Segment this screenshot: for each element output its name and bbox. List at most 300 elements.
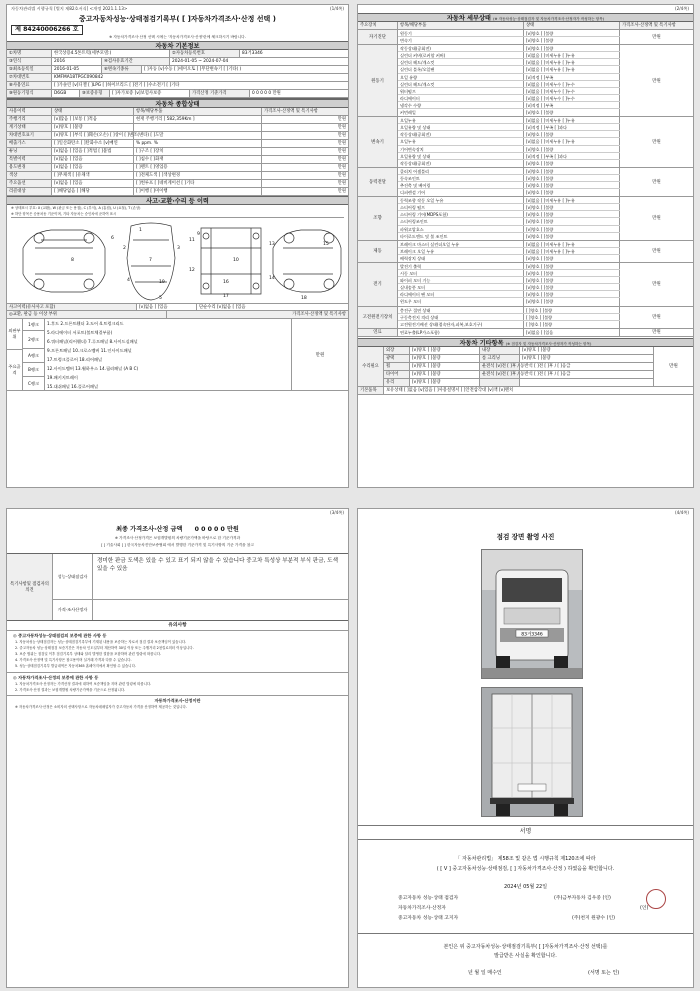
diagram-number-label: 10 [233, 258, 239, 264]
label-vin: ⑦차대번호 [7, 74, 52, 81]
detail-status: [v]양호 [ ]불량 [524, 37, 620, 44]
notice-line: 1. 자동차가격조사·산정자는 가격산정 결과에 대하여 보증책임을 지며 관련 법령에 따릅니다. [15, 681, 152, 686]
detail-row [398, 241, 620, 248]
detail-row [398, 160, 620, 167]
detail-group-rows [398, 263, 620, 306]
parts-price: 만원 [315, 352, 325, 358]
diagram-number-label: 5 [159, 296, 162, 302]
rank-a: A랭크 [23, 349, 44, 363]
sign-title: 서명 [519, 828, 532, 835]
notifier-name: (주)천지 원광수 (인) [572, 916, 615, 921]
detail-row [398, 95, 620, 102]
summary-cell [134, 132, 262, 139]
detail-status: [v]없음 [ ]미세누유 [ ]누유 [524, 52, 620, 58]
truck-front-photo [481, 549, 583, 679]
col-history: 사용이력 [7, 108, 52, 115]
summary-cell: 만원 [337, 173, 346, 179]
repair-needed-label: 수리필요 [358, 347, 384, 387]
detail-part: 스티어링 펌프 [398, 204, 524, 210]
final-price-note-2: [ ] 기술사회 [ ] 한국자동차진단보증협회 에서 발행한 기준가격 및 특기사항의 기준 가격을 참고 [101, 543, 254, 548]
model-year: 2016 [52, 58, 102, 65]
detail-price: 만원 [652, 282, 661, 288]
etc-note: (※ 점검자 및 자동차가격조사·산정자가 작성하는 항목) [505, 341, 592, 346]
detail-part: 연료누출(LP가스포함) [398, 329, 524, 336]
summary-cell: 만원 [337, 133, 346, 139]
detail-part: 타이로드엔드 및 볼 조인트 [398, 233, 524, 240]
notice-line: ※ 자동차가격조사·산정은 소비자의 선택사항으로 자동차매매업자가 중고자동차 가격을 산정하여 제공하는 것입니다. [15, 704, 187, 709]
notice-1-list [7, 640, 348, 669]
detail-status: [v]없음 [ ]미세누유 [ ]누유 [524, 248, 620, 254]
detail-status: [ ]양호 [ ]불량 [524, 307, 620, 313]
form-title: 중고자동차성능·상태점검기록부( [ ]자동차가격조사·산정 선택 ) [79, 15, 276, 23]
summary-cell: [ ]일산화탄소 [ ]탄화수소 [v]매연 [52, 140, 134, 147]
accident-question: 사고이력(유사사고 포함) [7, 304, 137, 310]
notice-2-list [7, 682, 348, 693]
summary-cell: 만원 [337, 181, 346, 187]
detail-part: 오일 유량 [398, 74, 524, 80]
detail-row [398, 59, 620, 66]
car-diagram [11, 217, 344, 303]
simple-repair: 단순수리 [v]없음 [ ]있음 [199, 305, 246, 311]
rank-c: C랭크 [27, 381, 39, 387]
summary-cell: 주행거리 [7, 116, 52, 123]
detail-status: [v]양호 [ ]불량 [524, 182, 620, 188]
basic-items-value: 보유상태 [ ]없음 [v]있음 [ ]사용설명서 [ ]안전삼각대 [v]잭 [v]렌치 [386, 387, 514, 393]
label-engine: ⑨원동기형식 [7, 90, 52, 97]
detail-row [398, 329, 620, 336]
detail-part: 디퍼렌셜 기어 [398, 189, 524, 196]
detail-part: 와이퍼 모터 기능 [398, 277, 524, 283]
detail-price: 만원 [652, 315, 661, 321]
summary-cell: [v]양호 [ ]부식 [ ]훼손(오손) [ ]상이 [ ]변조(변타) [ ]도말 [54, 133, 164, 139]
detail-group-rows [398, 307, 620, 328]
summary-cell: 만원 [337, 189, 346, 195]
receipt-date: 년 월 일 매수인 [468, 970, 502, 976]
notice-2-title: ◎ 자동차가격조사·산정의 보증에 관한 사항 등 [7, 672, 348, 682]
group-main-frame: 주요골격 [8, 364, 21, 376]
detail-status: [v]적정 [ ]부족 [ ]과다 [524, 124, 620, 130]
detail-part: 작동상태(공회전) [398, 45, 524, 51]
car-outline-svg [11, 218, 346, 304]
summary-cell: 색상 [7, 172, 52, 179]
detail-price: 만원 [652, 249, 661, 255]
detail-part: 윈도우 모터 [398, 298, 524, 305]
truck-rear-photo [481, 687, 583, 817]
diagram-number-label: 16 [223, 280, 229, 286]
detail-row [398, 109, 620, 116]
seal-stamp-icon [646, 889, 666, 909]
part-item: 6.쿼터패널(리어휀더) 7.루프패널 8.사이드실패널 [47, 339, 138, 345]
detail-group-label: 전기 [358, 263, 398, 306]
detail-row [398, 218, 620, 225]
detail-part: 실린더 헤드/개스킷 [398, 81, 524, 87]
detail-row [398, 30, 620, 37]
detail-group-rows [398, 168, 620, 196]
detail-group-label: 자기진단 [358, 30, 398, 44]
detail-group-label: 제동 [358, 241, 398, 262]
detail-status: [v]양호 [ ]불량 [524, 270, 620, 276]
etc-row [384, 379, 653, 387]
detail-status: [v]적정 [ ]부족 [524, 102, 620, 108]
truck-rear-image [482, 688, 582, 816]
summary-cell: 차대번호표기 [7, 132, 52, 139]
detail-row [398, 291, 620, 298]
summary-cell: 튜닝 [7, 148, 52, 155]
etc-cell: [v]양호 [ ]불량 [410, 379, 480, 386]
parts-list [45, 319, 292, 390]
detail-status: [v]양호 [ ]불량 [524, 160, 620, 167]
diagram-number-label: 15 [323, 242, 329, 248]
valuer-label: 가격·조사산정자 [53, 600, 93, 620]
etc-cell: 내장 [480, 347, 520, 354]
detail-row [398, 66, 620, 73]
first-reg-date: 2016-01-05 [52, 66, 102, 73]
summary-table [7, 116, 348, 196]
transmission-type: [ ]자동 [v]수동 [ ]세미오토 [ ]무단변속기 [ ]기타( ) [144, 67, 242, 73]
label-first-reg: ⑤최초등록일 [7, 66, 52, 73]
inspector-name: (주)금부자동차 김우중 (인) [554, 896, 611, 901]
detail-group [358, 117, 693, 168]
detail-part: 커먼레일 [398, 109, 524, 116]
summary-cell: 특별이력 [7, 156, 52, 163]
etc-row [384, 347, 653, 355]
detail-price: 만원 [652, 179, 661, 185]
notice-line: 3. 보증 범위는 점검일 이후 점검기록부 상태와 달리 발생한 결함을 포함하며 관련 법령에 따릅니다. [15, 652, 162, 657]
notice-line: 4. 가격조사·산정액 및 특기사항은 참고용이며 실거래 가격과 다를 수 있습니다. [15, 658, 132, 663]
inspector-label: 성능·상태점검자 [53, 554, 93, 599]
page-4 [357, 508, 694, 988]
diagram-number-label: 1 [139, 228, 142, 234]
summary-row [7, 156, 348, 164]
valuer-role: 자동차가격조사·산정자 [398, 906, 446, 911]
receipt-line-1: 본인은 위 중고자동차성능·상태점검기록부( [ ]자동차가격조사·산정 선택)를 [443, 944, 608, 950]
detail-status: [v]없음 [ ]미세누유 [ ]누유 [524, 138, 620, 144]
detail-status: [v]없음 [ ]미세누유 [ ]누유 [524, 197, 620, 203]
part-item: 12.사이드멤버 13.휠하우스 14.필러패널 (A B C) [47, 366, 139, 372]
detail-row [398, 117, 620, 124]
detail-row [398, 321, 620, 328]
summary-cell: [ ]구조 [ ]장치 [134, 148, 262, 155]
summary-cell: 계기상태 [7, 124, 52, 131]
detail-row [398, 270, 620, 277]
col-item: 항목/해당부품 [134, 108, 262, 115]
notice-line: 5. 성능·상태점검기록부 발급내역은 자동차365 홈페이지에서 확인할 수 있습니다. [15, 664, 136, 669]
summary-cell: [v]없음 [ ]있음 [ ]적법 [ ]불법 [52, 148, 134, 155]
part-item: 5.라디에이터 서포트(볼트체결부품) [47, 330, 113, 336]
etc-cell: 룸 크리닝 [480, 355, 520, 362]
detail-row [398, 255, 620, 262]
summary-row [7, 140, 348, 148]
summary-cell: 배출가스 [7, 140, 52, 147]
detail-title-note: (※ 자동차성능·상태점검자 및 자동차가격조사·산정자가 작성하는 항목) [493, 17, 605, 21]
notice-label: 유의사항 [7, 621, 348, 631]
diagram-number-label: 6 [111, 236, 114, 242]
etc-cell: 타이어 [384, 371, 410, 378]
etc-cell [520, 363, 653, 370]
detail-status: [v]적정 [ ]부족 [ ]과다 [524, 153, 620, 159]
etc-cell: [v]양호 [ ]불량 [410, 371, 480, 378]
etc-cell: [v]양호 [ ]불량 [522, 355, 551, 361]
diagram-number-label: 3 [177, 246, 180, 252]
inspector-role: 중고자동차 성능·상태 점검자 [398, 896, 459, 901]
col-device: 주요장치 [358, 22, 398, 29]
part-item: 1.후드 2.프론트휀더 3.도어 4.트렁크리드 [47, 321, 124, 327]
detail-group-rows [398, 45, 620, 116]
detail-row [398, 211, 620, 218]
summary-cell: 리콜대상 [7, 188, 52, 195]
etc-row [384, 371, 653, 379]
etc-cell: 외장 [384, 347, 410, 354]
detail-header [358, 22, 693, 30]
detail-status: [v]양호 [ ]불량 [524, 298, 620, 305]
basic-info-title: 자동차 기본정보 [7, 41, 348, 50]
diagram-number-label: 9 [197, 232, 200, 238]
detail-part: 구동축전지 격리 상태 [398, 314, 524, 320]
etc-rows [384, 347, 653, 387]
diagram-number-label: 2 [123, 246, 126, 252]
detail-row [398, 153, 620, 160]
summary-cell [134, 124, 262, 131]
detail-row [398, 146, 620, 153]
etc-title [358, 338, 693, 347]
detail-row [398, 233, 620, 240]
page-number: (4/4쪽) [674, 510, 689, 515]
detail-row [398, 138, 620, 145]
detail-group-rows [398, 117, 620, 167]
valuer-sign: (인) [640, 906, 649, 911]
rank-col [23, 319, 45, 390]
detail-part: 시동 모터 [398, 270, 524, 276]
detail-status: [v]양호 [ ]불량 [524, 131, 620, 137]
diagram-number-label: 4 [127, 278, 130, 284]
detail-group-label: 조향 [358, 197, 398, 240]
summary-cell: [ ]전체도색 [ ]색상변경 [134, 172, 262, 179]
detail-group-label: 변속기 [358, 117, 398, 167]
detail-price: 만원 [652, 35, 661, 41]
detail-row [398, 168, 620, 175]
detail-title [358, 13, 693, 22]
detail-group [358, 197, 693, 241]
detail-group-rows [398, 30, 620, 44]
diagram-number-label: 18 [301, 296, 307, 302]
detail-row [398, 197, 620, 204]
detail-price: 만원 [652, 78, 661, 84]
detail-row [398, 284, 620, 291]
frame-header [7, 311, 348, 319]
diagram-number-label: 7 [149, 258, 152, 264]
summary-cell: [ ]렌트 [ ]영업용 [134, 164, 262, 171]
detail-group [358, 329, 693, 337]
detail-price: 만원 [652, 139, 661, 145]
notice-line: 2. 가격조사·산정 결과는 보험개발원 차량기준가액을 기준으로 산정됩니다. [15, 687, 126, 692]
part-item: 9.프론트패널 10.크로스멤버 11.인사이드패널 [47, 348, 132, 354]
detail-price: 만원 [652, 216, 661, 222]
detail-row [398, 88, 620, 95]
summary-cell: [ ]무채색 [ ]유채색 [52, 172, 134, 179]
detail-status: [v]양호 [ ]불량 [524, 218, 620, 224]
detail-part: 작동상태(공회전) [398, 160, 524, 167]
detail-part: 작동상태(공회전) [398, 131, 524, 137]
label-base-price: 가격산정 기준가격 [190, 90, 250, 97]
detail-row [398, 314, 620, 321]
detail-group [358, 241, 693, 263]
accident-note-2: ※ 하단 항목은 승용차동 기준이며, 기타 자동차는 승인차에 준하여 표시 [11, 211, 117, 216]
label-warranty: ⑩보증유형 [80, 90, 110, 97]
summary-cell: 만원 [337, 149, 346, 155]
detail-part: 변속기 [398, 37, 524, 44]
summary-row [7, 132, 348, 140]
detail-row [398, 52, 620, 59]
detail-part: 고전원전기배선 상태(접속단자,피복,보호기구) [398, 321, 524, 328]
rank-2: 2랭크 [23, 331, 44, 349]
detail-status: [v]양호 [ ]불량 [524, 189, 620, 196]
detail-row [398, 226, 620, 233]
notifier-role: 중고자동차 성능·상태 고지자 [398, 916, 459, 921]
detail-row [398, 37, 620, 44]
detail-part: 브레이크 마스터 실린더오일 누유 [398, 241, 524, 247]
detail-status: [v]양호 [ ]불량 [524, 284, 620, 290]
detail-part: 냉각수 수량 [398, 102, 524, 108]
summary-cell: [v]없음 [ ]있음 [52, 156, 134, 163]
page-3 [6, 508, 349, 988]
detail-part: 실린더 커버(로커암 커버) [398, 52, 524, 58]
accident-answer: [v]없음 [ ]있음 [137, 304, 197, 310]
detail-status: [v]양호 [ ]불량 [524, 175, 620, 181]
detail-part: 파워고압호스 [398, 226, 524, 232]
detail-status: [v]양호 [ ]불량 [524, 226, 620, 232]
sign-date: 2024년 05월 22일 [503, 884, 548, 890]
part-item: 17.트렁크플로어 18.리어패널 [47, 357, 103, 363]
detail-title-text: 자동차 세부상태 [446, 15, 491, 22]
detail-group [358, 263, 693, 307]
diagram-number-label: 11 [189, 238, 195, 244]
etc-cell: 휠 [384, 363, 410, 370]
detail-part: 원동기 [398, 30, 524, 36]
detail-group-rows [398, 241, 620, 262]
detail-status: [v]양호 [ ]불량 [524, 109, 620, 116]
frame-group-col [7, 319, 23, 390]
detail-group-label: 연료 [358, 329, 398, 336]
detail-group [358, 307, 693, 329]
detail-group [358, 168, 693, 197]
detail-status: [v]양호 [ ]불량 [524, 233, 620, 240]
page-number: (3/4쪽) [329, 510, 344, 515]
diagram-number-label: 17 [223, 294, 229, 300]
summary-cell: [v]많음 [ ]보통 [ ]적음 [52, 116, 134, 123]
diagram-number-label: 19 [159, 280, 165, 286]
label-car-name: ①차명 [7, 50, 52, 57]
summary-cell: [v]없음 [ ]있음 [52, 164, 134, 171]
detail-status: [v]없음 [ ]미세누수 [ ]누수 [524, 88, 620, 94]
detail-row [398, 74, 620, 81]
notice-1-title: ◎ 중고자동차성능·상태점검의 보증에 관한 사항 등 [13, 633, 107, 639]
engine-type: D6GB [52, 90, 80, 97]
detail-part: 스티어링 기어(MDPS포함) [398, 211, 524, 217]
detail-row [398, 307, 620, 314]
detail-part: 클러치 어셈블리 [398, 168, 524, 174]
part-item: 15.대쉬패널 16.플로어패널 [47, 384, 99, 390]
col-price: 가격조사·산정액 및 특기사항 [622, 23, 676, 28]
detail-status: [ ]양호 [ ]불량 [524, 321, 620, 328]
detail-status: [v]양호 [ ]불량 [524, 255, 620, 262]
summary-row [7, 164, 348, 172]
detail-part: 오일유량 및 상태 [398, 124, 524, 130]
detail-part: 추진축 및 베어링 [398, 182, 524, 188]
detail-group [358, 45, 693, 117]
special-notes [7, 553, 348, 621]
summary-row [7, 180, 348, 188]
reg-no: 83거3346 [242, 51, 263, 57]
detail-row [398, 45, 620, 52]
page-1 [6, 4, 349, 488]
detail-group-rows [398, 329, 620, 336]
accident-title: 사고·교환·수리 등 이력 [7, 196, 348, 205]
car-name: 한국상용4.5톤트럭(세부모델:) [52, 50, 170, 57]
detail-status: [v]없음 [ ]있음 [524, 329, 620, 336]
detail-part: 워터펌프 [398, 88, 524, 94]
detail-row [398, 182, 620, 189]
final-price-note: ※ 가격조사·산정가격은 보험개발원의 차량기준가액을 바탕으로 한 기준가격과 [114, 536, 241, 540]
summary-row [7, 116, 348, 124]
detail-row [398, 298, 620, 305]
vin: KMFMA18TPGC090842 [54, 75, 104, 81]
summary-cell: 만원 [337, 141, 346, 147]
etc-cell: [v]양호 [ ]불량 [410, 347, 480, 354]
etc-cell [480, 379, 520, 386]
detail-part: 실린더 블록/오일팬 [398, 66, 524, 72]
etc-row [384, 363, 653, 371]
detail-status: [v]없음 [ ]미세누유 [ ]누유 [524, 66, 620, 72]
summary-row [7, 172, 348, 180]
label-fuel: ⑧사용연료 [7, 82, 52, 89]
serial-number: 제 84240006266 호 [11, 25, 83, 35]
notice-3-list [7, 705, 348, 710]
accident-note-1: ※ 상태표시 부호: X (교환), W (판금 또는 용접), C (부식), A (흠집), U (요철), T (손상) [11, 206, 141, 211]
detail-group-label: 동력전달 [358, 168, 398, 196]
etc-price: 만원 [653, 347, 693, 387]
summary-title: 자동차 종합상태 [7, 99, 348, 108]
frame-right-header: 가격조사·산정액 및 특기사항 [292, 312, 346, 318]
detail-status: [v]양호 [ ]불량 [524, 45, 620, 51]
inspector-opinion: 경미한 판금 도색은 있을 수 있고 표기 되지 않을 수 있습니다 중고차 특성상 부분적 부식 판금, 도색 있을 수 있음 [97, 558, 338, 573]
label-year: ③연식 [7, 58, 52, 65]
form-note: ※ 자동차가격조사·산정 선택 시에는 '자동차가격조사·산정'란에 체크하시기 바랍니다. [109, 35, 246, 39]
detail-status: [v]양호 [ ]불량 [524, 291, 620, 297]
final-price-value: 0 0 0 0 0 만원 [194, 526, 239, 533]
summary-cell: [ ]썬루프 [ ]네비게이션 [ ]기타 [134, 180, 262, 187]
detail-part: 기어변속장치 [398, 146, 524, 152]
detail-part: 충전구 절연 상태 [398, 307, 524, 313]
etc-cell: 유리 [384, 379, 410, 386]
summary-header [7, 108, 348, 116]
summary-cell: [ ]침수 [ ]화재 [134, 156, 262, 163]
etc-cell: 광택 [384, 355, 410, 362]
photo-title: 점검 장면 촬영 사진 [496, 533, 555, 541]
diagram-number-label: 13 [269, 242, 275, 248]
rank-b: B랭크 [23, 363, 44, 377]
sign-line-1: 「 자동차관리법」 제58조 및 같은 법 시행규칙 제120조에 따라 [455, 856, 596, 862]
etc-cell: [v]양호 [ ]불량 [410, 355, 480, 362]
parts-table [7, 319, 348, 391]
detail-row [398, 131, 620, 138]
etc-cell: 운전석 [v]전 [ ]후 / 동반석 [ ]전 [ ]후 / [ ]응급 [482, 363, 571, 369]
truck-front-image [482, 550, 582, 678]
detail-status: [v]적정 [ ]부족 [524, 74, 620, 80]
group-outer-panel: 외판부위 [7, 319, 22, 350]
page-number: (1/4쪽) [329, 6, 344, 11]
page-number: (2/4쪽) [674, 6, 689, 11]
diagram-number-label: 8 [71, 258, 74, 264]
